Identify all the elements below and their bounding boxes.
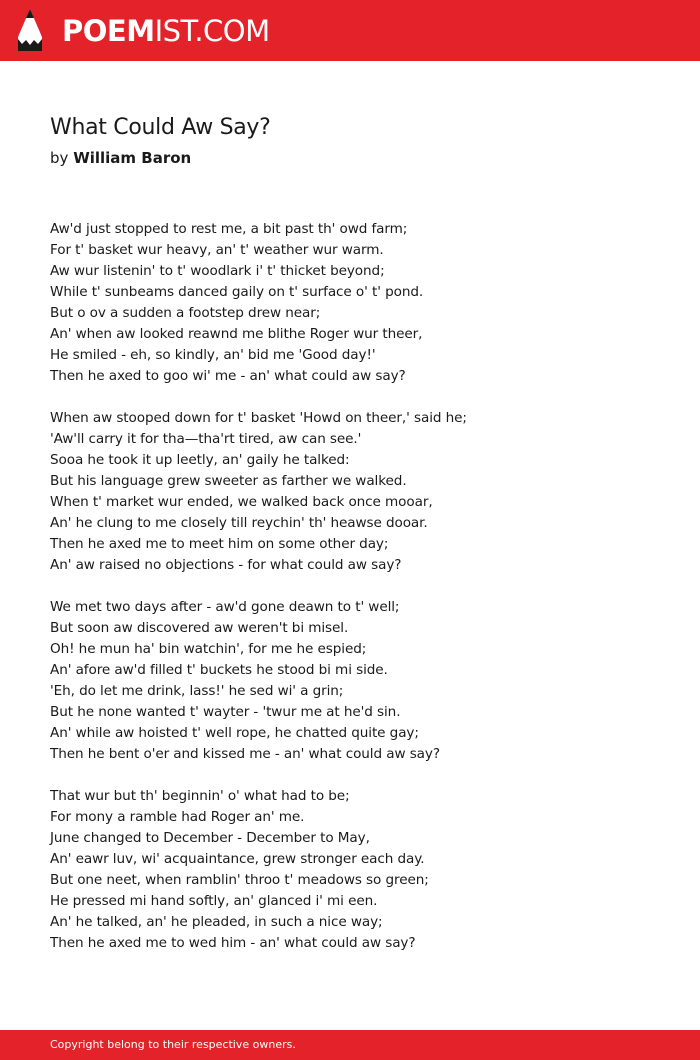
poem-line: An' he clung to me closely till reychin' th' heawse dooar. [50, 515, 428, 531]
poem-line: Then he axed to goo wi' me - an' what could aw say? [50, 368, 406, 384]
poem-line: Then he axed me to meet him on some other day; [50, 536, 389, 552]
poem-title: What Could Aw Say? [50, 115, 271, 140]
poem-line: An' while aw hoisted t' well rope, he chatted quite gay; [50, 725, 419, 741]
poem-line: 'Eh, do let me drink, lass!' he sed wi' a grin; [50, 683, 344, 699]
poem-line: When aw stooped down for t' basket 'Howd on theer,' said he; [50, 410, 467, 426]
site-header [0, 0, 700, 61]
poem-line: For t' basket wur heavy, an' t' weather wur warm. [50, 242, 384, 258]
poem-line: An' aw raised no objections - for what could aw say? [50, 557, 402, 573]
poem-line: An' eawr luv, wi' acquaintance, grew stronger each day. [50, 851, 425, 867]
poem-line: But o ov a sudden a footstep drew near; [50, 305, 321, 321]
poem-line: But his language grew sweeter as farther we walked. [50, 473, 407, 489]
poem-line: 'Aw'll carry it for tha—tha'rt tired, aw can see.' [50, 431, 362, 447]
stanza [50, 597, 670, 765]
stanza [50, 408, 670, 576]
poem-line: He pressed mi hand softly, an' glanced i' mi een. [50, 893, 378, 909]
poem-line: But he none wanted t' wayter - 'twur me at he'd sin. [50, 704, 401, 720]
site-logo[interactable] [62, 12, 270, 50]
poem-line: For mony a ramble had Roger an' me. [50, 809, 305, 825]
poem-line: An' he talked, an' he pleaded, in such a nice way; [50, 914, 383, 930]
stanza [50, 219, 670, 387]
logo-light-text: IST.COM [154, 14, 270, 48]
logo-bold-text: POEM [62, 14, 155, 48]
author-name: William Baron [73, 149, 192, 167]
poem-body [50, 219, 670, 975]
poem-line: While t' sunbeams danced gaily on t' surface o' t' pond. [50, 284, 424, 300]
site-footer [0, 1030, 700, 1060]
poem-line: An' when aw looked reawnd me blithe Roger wur theer, [50, 326, 423, 342]
poem-line: June changed to December - December to May, [50, 830, 370, 846]
poem-line: Aw wur listenin' to t' woodlark i' t' thicket beyond; [50, 263, 385, 279]
poem-line: Oh! he mun ha' bin watchin', for me he espied; [50, 641, 367, 657]
poem-line: When t' market wur ended, we walked back once mooar, [50, 494, 433, 510]
poem-line: Sooa he took it up leetly, an' gaily he talked: [50, 452, 350, 468]
poem-line: Then he axed me to wed him - an' what could aw say? [50, 935, 416, 951]
poem-byline [50, 149, 191, 167]
stanza [50, 786, 670, 954]
poem-line: But one neet, when ramblin' throo t' meadows so green; [50, 872, 429, 888]
poem-line: We met two days after - aw'd gone deawn to t' well; [50, 599, 400, 615]
poem-line: An' afore aw'd filled t' buckets he stood bi mi side. [50, 662, 388, 678]
by-label: by [50, 149, 69, 167]
poem-line: Then he bent o'er and kissed me - an' what could aw say? [50, 746, 440, 762]
poem-line: That wur but th' beginnin' o' what had to be; [50, 788, 350, 804]
poem-line: He smiled - eh, so kindly, an' bid me 'Good day!' [50, 347, 376, 363]
copyright-text: Copyright belong to their respective owners. [50, 1038, 296, 1051]
poem-line: Aw'd just stopped to rest me, a bit past th' owd farm; [50, 221, 408, 237]
pencil-icon [18, 9, 42, 51]
poem-line: But soon aw discovered aw weren't bi misel. [50, 620, 349, 636]
